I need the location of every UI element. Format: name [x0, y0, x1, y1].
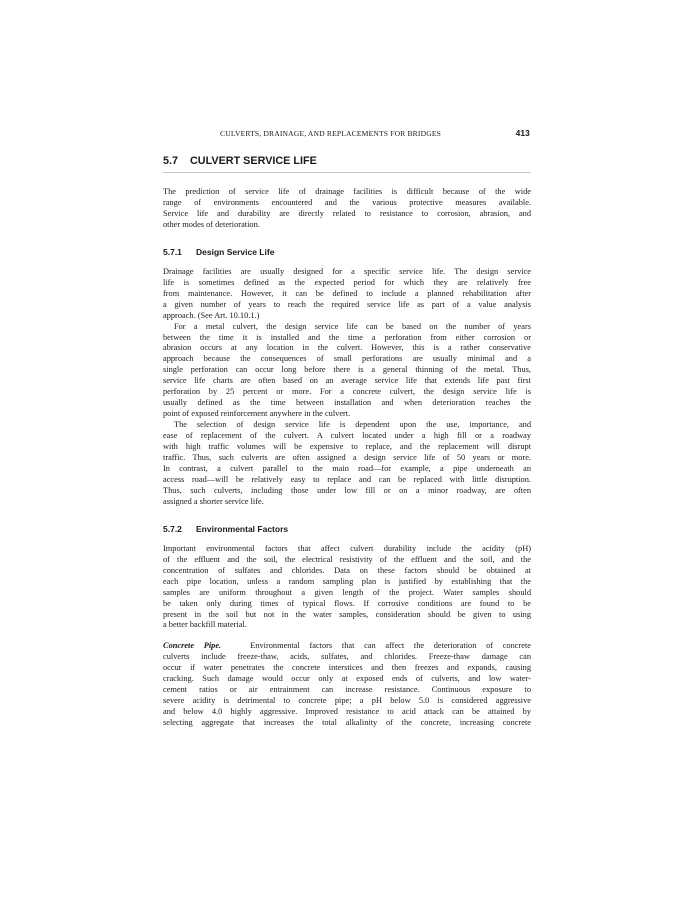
page-number: 413: [515, 128, 530, 138]
text-line: traffic. Thus, such culverts are often assigned a design service life of 50 years or more.: [163, 453, 531, 463]
paragraph-concrete-pipe: [163, 641, 531, 729]
paragraph-selection: [163, 420, 531, 508]
text-line: [163, 641, 531, 652]
text-line: range of environments encountered and the various protective measures available.: [163, 197, 531, 207]
text-line: Thus, such culverts, including those under low fill or on a minor roadway, are often: [163, 485, 531, 495]
text-line: single perforation can occur long before there is a general thinning of the metal. Thus,: [163, 365, 531, 375]
subsection-heading-environmental-factors: [163, 524, 531, 534]
text-line: Service life and durability are directly related to resistance to corrosion, abrasion, and: [163, 208, 531, 218]
text-line: selecting aggregate that increases the total alkalinity of the concrete, increasing concrete: [163, 718, 531, 728]
text-line: approach. (See Art. 10.10.1.): [163, 310, 260, 320]
text-line: The prediction of service life of drainage facilities is difficult because of the wide: [163, 187, 531, 196]
text-line: service life charts are often based on an average service life that extends life past first: [163, 376, 531, 386]
text-line: culverts include freeze-thaw, acids, sulfates, and chlorides. Freeze-thaw damage can: [163, 652, 531, 662]
running-head: [163, 127, 531, 141]
text-line: In contrast, a culvert parallel to the main road—for example, a pipe underneath an: [163, 463, 531, 473]
running-head-title: CULVERTS, DRAINAGE, AND REPLACEMENTS FOR BRIDGES: [220, 129, 442, 138]
subsection-title: Design Service Life: [196, 246, 275, 257]
section-number: 5.7: [163, 155, 179, 167]
text-line: cement ratios or air entrainment can increase resistance. Continuous exposure to: [163, 685, 531, 695]
text-line: cracking. Such damage would occur only at exposed ends of culverts, and low water-: [163, 674, 531, 684]
text-line: life is sometimes defined as the expected period for which they are relatively free: [163, 277, 531, 287]
text-line: a given number of years to reach the required service life as part of a value analysis: [163, 299, 531, 309]
text-line: access road—will be relatively easy to replace and can be replaced with little disruption.: [163, 474, 531, 484]
text-line: with high traffic volumes will be expensive to replace, and the replacement will disrupt: [163, 442, 531, 452]
text-line: each pipe location, unless a random sampling plan is justified by establishing that the: [163, 576, 531, 586]
text-line: approach because the consequences of small perforations are usually minimal and a: [163, 354, 531, 364]
text-line: perforation by 25 percent or more. For a concrete culvert, the design service life is: [163, 387, 531, 397]
paragraph-design-life: [163, 267, 531, 322]
text-line: between the time it is installed and the time a perforation from either corrosion or: [163, 332, 531, 342]
text-line: other modes of deterioration.: [163, 219, 260, 229]
text-line: For a metal culvert, the design service life can be based on the number of years: [174, 321, 531, 331]
text-line: from maintenance. However, it can be defined to include a planned rehabilitation after: [163, 288, 531, 298]
text-line: be taken only during times of typical flows. If corrosive conditions are found to be: [163, 598, 531, 608]
text-line: point of exposed reinforcement anywhere in the culvert.: [163, 409, 351, 419]
text-line: Drainage facilities are usually designed for a specific service life. The design service: [163, 266, 531, 276]
text-run: Environmental factors that can affect the deterioration of concrete: [250, 641, 531, 651]
text-line: occur if water penetrates the concrete interstices and then freezes and expands, causing: [163, 663, 531, 673]
subsection-heading-design-service-life: [163, 247, 531, 257]
section-heading: [163, 155, 531, 173]
text-line: abrasion occurs at any location in the culvert. However, this is a rather conservative: [163, 343, 531, 353]
text-line: The selection of design service life is dependent upon the use, importance, and: [174, 420, 531, 430]
section-title: CULVERT SERVICE LIFE: [190, 155, 317, 167]
text-line: concentration of sulfates and chlorides. Data on these factors should be obtained at: [163, 565, 531, 575]
paragraph-environmental: [163, 544, 531, 632]
text-line: usually defined as the time between installation and when deterioration reaches the: [163, 398, 531, 408]
run-in-heading: Concrete Pipe.: [163, 641, 222, 651]
subsection-number: 5.7.1: [163, 246, 182, 257]
subsection-number: 5.7.2: [163, 523, 182, 534]
subsection-title: Environmental Factors: [196, 523, 289, 534]
text-line: ease of replacement of the culvert. A culvert located under a high fill or a roadway: [163, 431, 531, 441]
text-line: a better backfill material.: [163, 620, 247, 630]
text-line: and below 4.0 highly aggressive. Improved resistance to acid attack can be attained by: [163, 707, 531, 717]
page: [163, 127, 531, 729]
text-line: present in the soil but not in the water samples, consideration should be given to using: [163, 609, 531, 619]
text-line: samples are uniform throughout a given length of the project. Water samples should: [163, 587, 531, 597]
text-line: severe acidity is detrimental to concrete pipe; a pH below 5.0 is considered aggressive: [163, 696, 531, 706]
text-line: Important environmental factors that affect culvert durability include the acidity (pH): [163, 543, 531, 553]
text-line: of the effluent and the soil, the electrical resistivity of the effluent and the soil, and the: [163, 554, 531, 564]
intro-paragraph: [163, 187, 531, 231]
text-line: assigned a shorter service life.: [163, 496, 264, 506]
paragraph-metal-culvert: [163, 322, 531, 421]
